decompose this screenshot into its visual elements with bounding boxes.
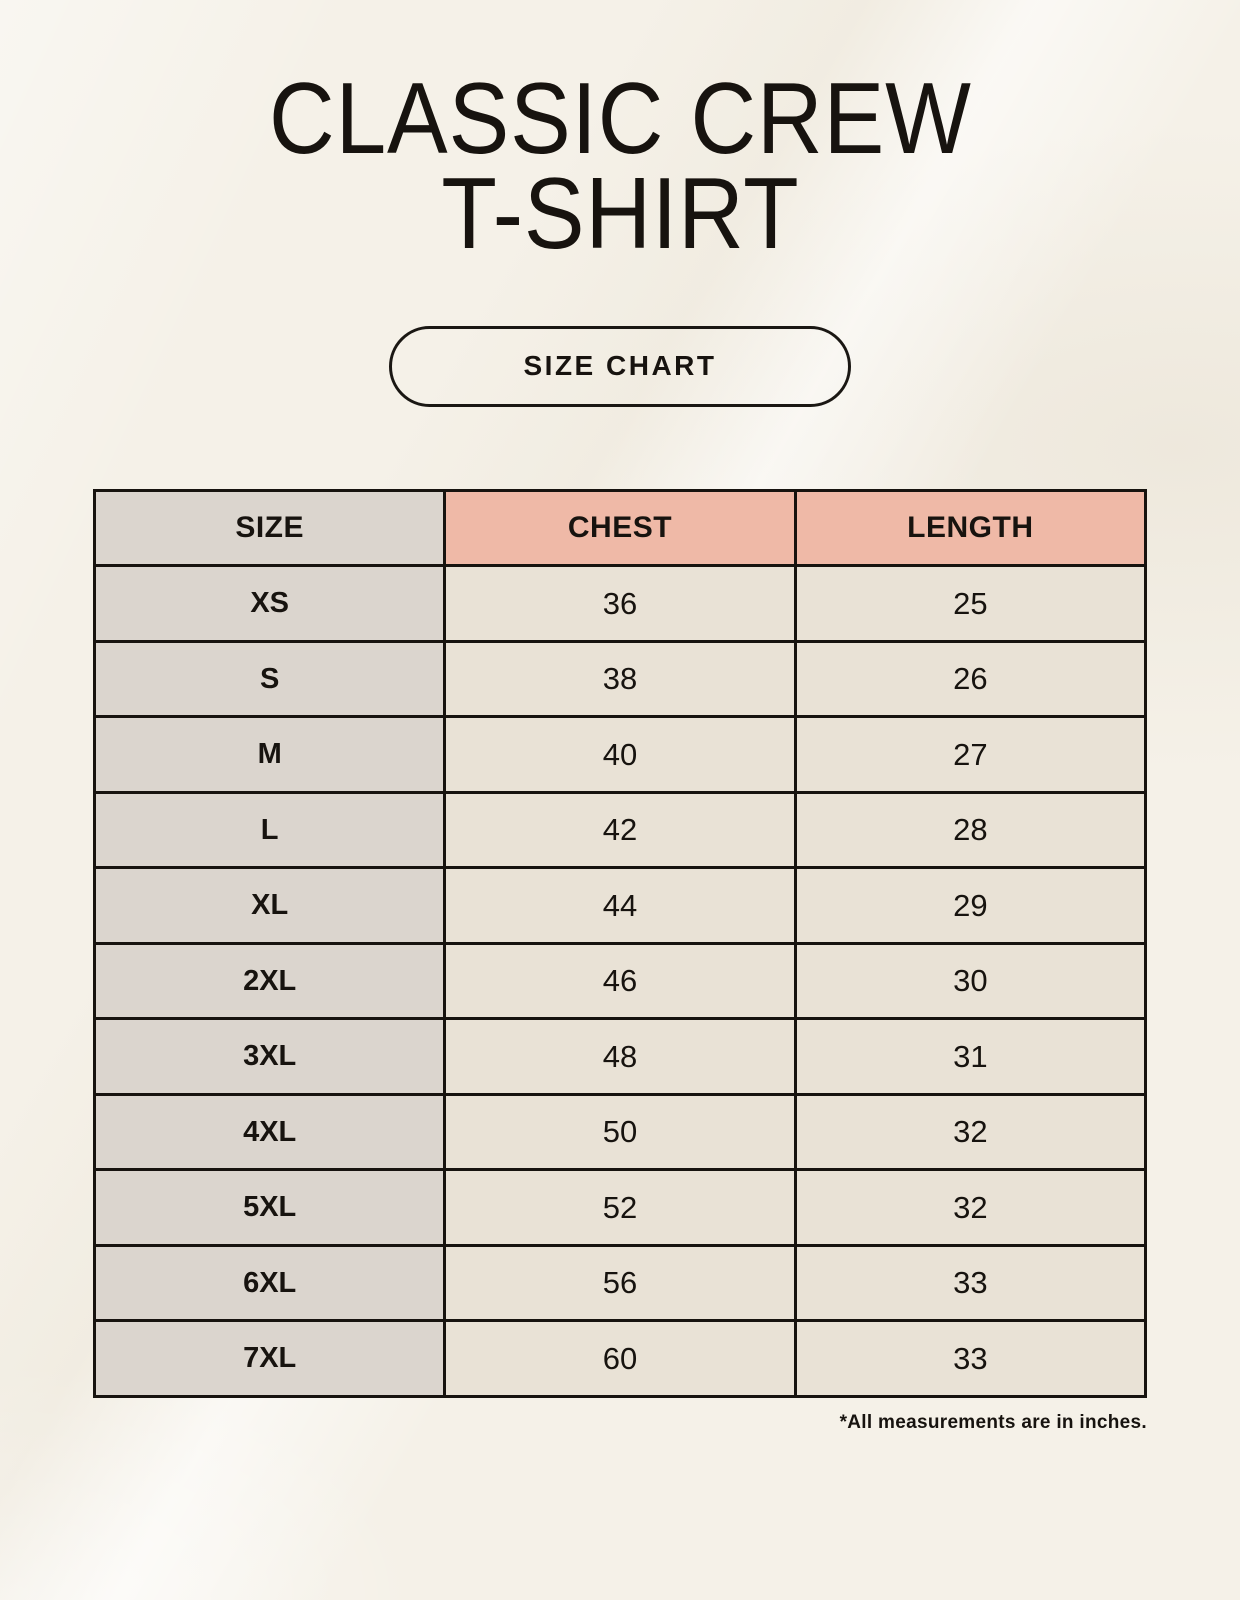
table-row: [95, 943, 1146, 1019]
column-header-length: LENGTH: [795, 490, 1145, 566]
chest-cell: 44: [445, 868, 795, 944]
table-row: [95, 792, 1146, 868]
size-cell: XL: [95, 868, 445, 944]
size-cell: 3XL: [95, 1019, 445, 1095]
length-cell: 33: [795, 1245, 1145, 1321]
chest-cell: 40: [445, 717, 795, 793]
size-cell: S: [95, 641, 445, 717]
chest-cell: 56: [445, 1245, 795, 1321]
table-row: [95, 1019, 1146, 1095]
size-cell: 4XL: [95, 1094, 445, 1170]
size-cell: 7XL: [95, 1321, 445, 1397]
length-cell: 32: [795, 1094, 1145, 1170]
column-header-size: SIZE: [95, 490, 445, 566]
table-row: [95, 1245, 1146, 1321]
length-cell: 31: [795, 1019, 1145, 1095]
table-header: [95, 490, 1146, 566]
size-cell: 6XL: [95, 1245, 445, 1321]
size-cell: M: [95, 717, 445, 793]
table-row: [95, 1170, 1146, 1246]
title-line-2: T-SHIRT: [440, 157, 800, 270]
chest-cell: 36: [445, 566, 795, 642]
table-header-row: [95, 490, 1146, 566]
length-cell: 33: [795, 1321, 1145, 1397]
chest-cell: 48: [445, 1019, 795, 1095]
size-cell: 5XL: [95, 1170, 445, 1246]
length-cell: 25: [795, 566, 1145, 642]
table-row: [95, 1094, 1146, 1170]
size-table: [93, 489, 1147, 1398]
measurements-footnote: *All measurements are in inches.: [839, 1411, 1147, 1433]
size-cell: 2XL: [95, 943, 445, 1019]
table-body: [95, 566, 1146, 1397]
chest-cell: 60: [445, 1321, 795, 1397]
size-chart-badge: SIZE CHART: [389, 326, 851, 407]
table-row: [95, 641, 1146, 717]
length-cell: 27: [795, 717, 1145, 793]
length-cell: 29: [795, 868, 1145, 944]
size-cell: XS: [95, 566, 445, 642]
length-cell: 32: [795, 1170, 1145, 1246]
chest-cell: 46: [445, 943, 795, 1019]
chest-cell: 50: [445, 1094, 795, 1170]
size-cell: L: [95, 792, 445, 868]
table-row: [95, 566, 1146, 642]
length-cell: 26: [795, 641, 1145, 717]
title-line-1: CLASSIC CREW: [268, 63, 972, 175]
page-title: [268, 63, 972, 270]
column-header-chest: CHEST: [445, 490, 795, 566]
length-cell: 28: [795, 792, 1145, 868]
chest-cell: 38: [445, 641, 795, 717]
table-row: [95, 717, 1146, 793]
table-row: [95, 868, 1146, 944]
chest-cell: 42: [445, 792, 795, 868]
size-table-container: [93, 489, 1147, 1398]
table-row: [95, 1321, 1146, 1397]
length-cell: 30: [795, 943, 1145, 1019]
chest-cell: 52: [445, 1170, 795, 1246]
